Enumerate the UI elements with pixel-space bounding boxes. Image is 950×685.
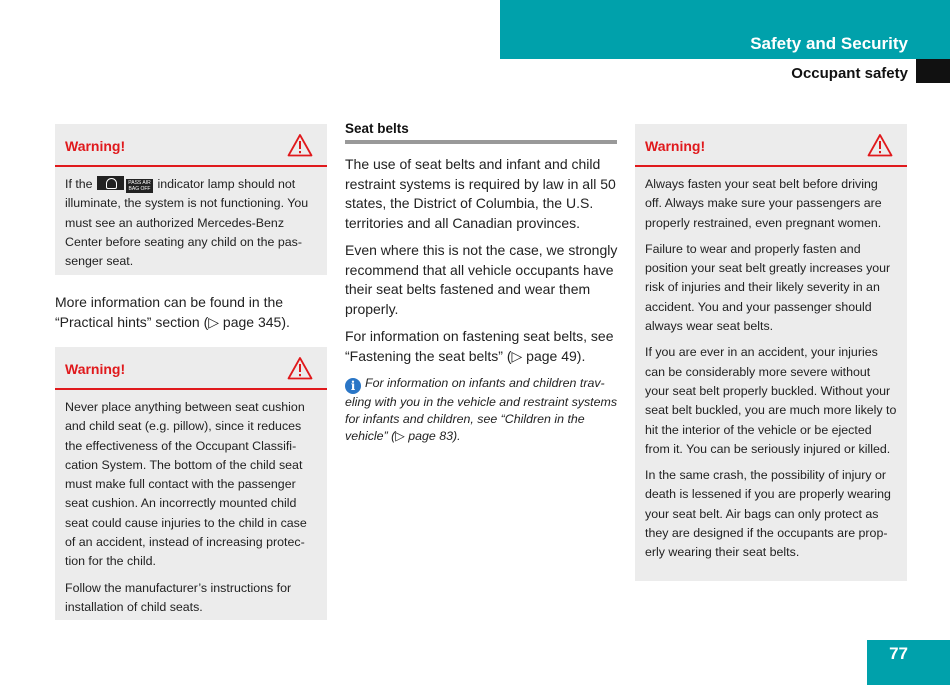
warning-title: Warning! xyxy=(645,138,706,154)
body-paragraph: For information on fastening seat belts, see “Fastening the seat belts” (▷ page 49). xyxy=(345,328,614,364)
warning-paragraph: Always fasten your seat belt before driving off. Always make sure your passengers are properly restrained, even pregnant women. xyxy=(645,177,882,230)
page-number-box xyxy=(867,640,950,685)
warning-text-rest: indicator lamp should not illuminate, the system is not functioning. You must see an authorized Mercedes-Benz Center before seating any child on the passenger seat. xyxy=(65,177,309,269)
warning-text xyxy=(65,175,317,271)
pass-air-bag-off-lamp-icon: PASS AIR BAG OFF xyxy=(126,179,153,193)
more-info-text: More information can be found in the “Practical hints” section (▷ page 345). xyxy=(55,294,290,330)
section-heading: Seat belts xyxy=(345,121,409,136)
warning-box-lamp xyxy=(55,124,327,275)
warning-paragraph: Failure to wear and properly fasten and position your seat belt greatly increases your risk of injuries and their likely severity in an accident. You and your passenger should always wear seat belts. xyxy=(645,241,891,334)
page-number: 77 xyxy=(889,644,908,663)
body-paragraph: Even where this is not the case, we strongly recommend that all vehicle occupants have their seat belts fastened and wear them properly. xyxy=(345,242,618,317)
warning-box-seat-belt xyxy=(635,124,907,581)
child-seat-lamp-icon xyxy=(97,176,124,190)
warning-paragraph: Never place anything between seat cushion and child seat (e.g. pillow), since it reduces the effectiveness of the Occupant Classification System. The bottom of the child seat must make full contact with the passenger seat cushion. An incorrectly mounted child seat could cause injuries to the child in case of an accident, instead of increasing protection for the child. xyxy=(65,400,307,569)
warning-triangle-icon xyxy=(867,133,893,157)
info-note xyxy=(345,375,623,446)
seat-belts-body xyxy=(345,155,621,366)
warning-paragraph: If you are ever in an accident, your injuries can be considerably more severe without your seat belt properly buckled. Without your seat belt buckled, you are much more likely to hit the interior of the vehicle or be ejected from it. You can be seriously injured or killed. xyxy=(645,345,897,456)
warning-title: Warning! xyxy=(65,138,126,154)
warning-header xyxy=(55,124,327,167)
warning-title: Warning! xyxy=(65,361,126,377)
section-title: Safety and Security xyxy=(750,34,908,53)
body-paragraph: The use of seat belts and infant and child restraint systems is required by law in all 50 states, the District of Columbia, the U.S. territories and all Canadian provinces. xyxy=(345,156,616,231)
warning-box-child-seat xyxy=(55,347,327,620)
warning-paragraph: In the same crash, the possibility of injury or death is lessened if you are properly wearing your seat belt. Air bags can only protect as they are designed if the occupants are properly wearing their seat belts. xyxy=(645,468,891,560)
warning-triangle-icon xyxy=(287,133,313,157)
info-text: For information on infants and children traveling with you in the vehicle and restraint systems for infants and children, see “Children in the vehicle” (▷ page 83). xyxy=(345,376,618,444)
info-icon: i xyxy=(345,378,361,394)
warning-triangle-icon xyxy=(287,356,313,380)
warning-text-start: If the xyxy=(65,177,93,191)
warning-paragraph: Follow the manufacturer’s instructions for installation of child seats. xyxy=(65,580,292,614)
warning-body xyxy=(55,390,327,627)
header-marker xyxy=(916,59,950,83)
warning-body xyxy=(635,167,907,573)
warning-header xyxy=(55,347,327,390)
more-info-paragraph xyxy=(55,293,327,332)
warning-body xyxy=(55,167,327,281)
warning-header xyxy=(635,124,907,167)
heading-rule xyxy=(345,140,617,144)
section-subtitle: Occupant safety xyxy=(791,65,908,82)
